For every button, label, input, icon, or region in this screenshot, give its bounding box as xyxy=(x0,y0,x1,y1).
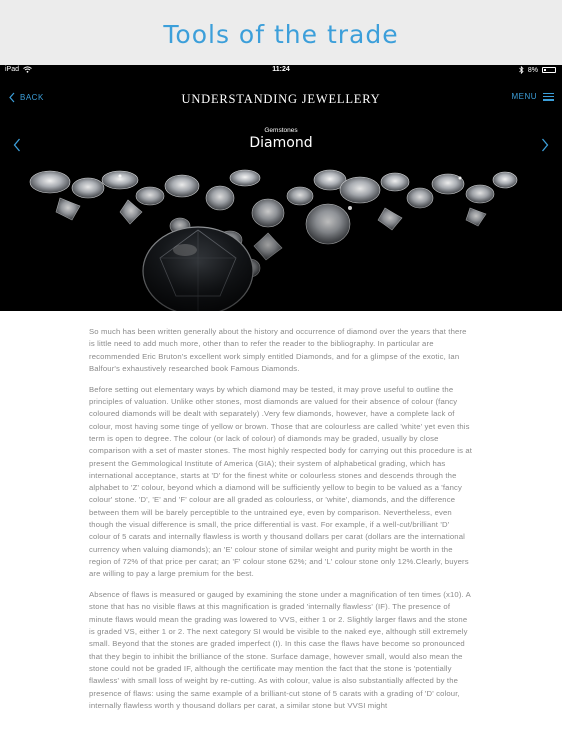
diamond-necklace-image xyxy=(0,168,562,311)
status-bar xyxy=(0,65,562,76)
status-right xyxy=(519,66,556,74)
battery-icon xyxy=(542,67,556,73)
bluetooth-icon xyxy=(519,66,524,74)
menu-label: MENU xyxy=(511,92,537,101)
section-category: Gemstones xyxy=(264,127,298,134)
section-title: Diamond xyxy=(249,135,313,151)
promo-title: Tools of the trade xyxy=(163,20,399,49)
article-paragraph-3: Absence of flaws is measured or gauged by examining the stone under a magnification of ten times (x10). A stone that has no visible flaws at this magnification is graded 'internally flawless' (IF). The presence of minute flaws would mean the grading was lowered to VVS, either 1 or 2. Slightly larger flaws and the stone is graded VS, either 1 or 2. The next category SI would be visible to the naked eye, although still extremely small. Beyond that the stones are graded imperfect (I). In this case the flaws have become so pronounced that they begin to inhibit the brilliance of the stone. Surface damage, however small, would also mean the stone could not be graded IF, although the certificate may mention the fact that the stone is 'potentially flawless' with small loss of weight by re-cutting. As with colour, value is also substantially affected by the presence of flaws: using the same example of a brilliant-cut stone of 5 carats with a grading of 'D' colour, internally flawless worth y thousand dollars per carat, a similar stone but VVSI might xyxy=(89,590,471,710)
back-label: BACK xyxy=(20,93,44,102)
device-label: iPad xyxy=(5,66,20,73)
article-paragraph-2: Before setting out elementary ways by which diamond may be tested, it may prove useful to outline the principles of valuation. Unlike other stones, most diamonds are valued for their absence of colour (fancy coloured diamonds will be dealt with separately) .Very few diamonds, however, have a complete lack of colour, most having some tinge of yellow or brown. Those that are colourless are called 'white' yet even this term is open to degree. The colour (or lack of colour) of diamonds may be graded, usually by close comparison with a set of master stones. The most highly respected body for carrying out this procedure is at present the Gemmological Institute of America (GIA); their system of alphabetical grading, which has international acceptance, starts at 'D' for the finest white or colourless stones and descends through the alphabet to 'Z' colour, beyond which a diamond will be sufficiently yellow to begin to be valued as a 'fancy colour' stone. 'D', 'E' and 'F' colour are all graded as colourless, or 'white', diamonds, and the difference between them will be barely perceptible to the untrained eye, even by comparison. Nevertheless, even though the visual difference is small, the price differential is vast. For example, if a well-cut/brilliant 'D' colour of 5 carats and internally flawless is worth y thousand dollars per carat (dollars are the international currency when valuing diamonds); an 'E' colour stone of similar weight and purity might be worth in the region of 72% of that price per carat; an 'F' colour stone 62%; and 'L' colour stone only 12%.Clearly, buyers are willing to pay a large premium for the best. xyxy=(89,384,473,579)
app-title: UNDERSTANDING JEWELLERY xyxy=(181,92,381,106)
ipad-screen xyxy=(0,65,562,750)
article-paragraph-1: So much has been written generally about the history and occurrence of diamond over the years that there is little need to add much more, other than to refer the reader to the bibliography. In particular are recommended Eric Bruton's excellent work simply entitled Diamonds, and for a glimpse of the exotic, Ian Balfour's exhaustively researched book Famous Diamonds. xyxy=(89,327,467,373)
battery-percent: 8% xyxy=(527,66,538,74)
menu-button[interactable] xyxy=(511,92,554,101)
hamburger-menu-icon xyxy=(543,93,554,101)
article-body xyxy=(89,326,473,721)
promo-banner xyxy=(0,0,562,65)
status-time: 11:24 xyxy=(272,66,290,73)
section-header xyxy=(0,124,562,168)
nav-bar xyxy=(0,76,562,124)
chevron-right-icon[interactable] xyxy=(540,138,550,152)
hero-image xyxy=(0,168,562,311)
